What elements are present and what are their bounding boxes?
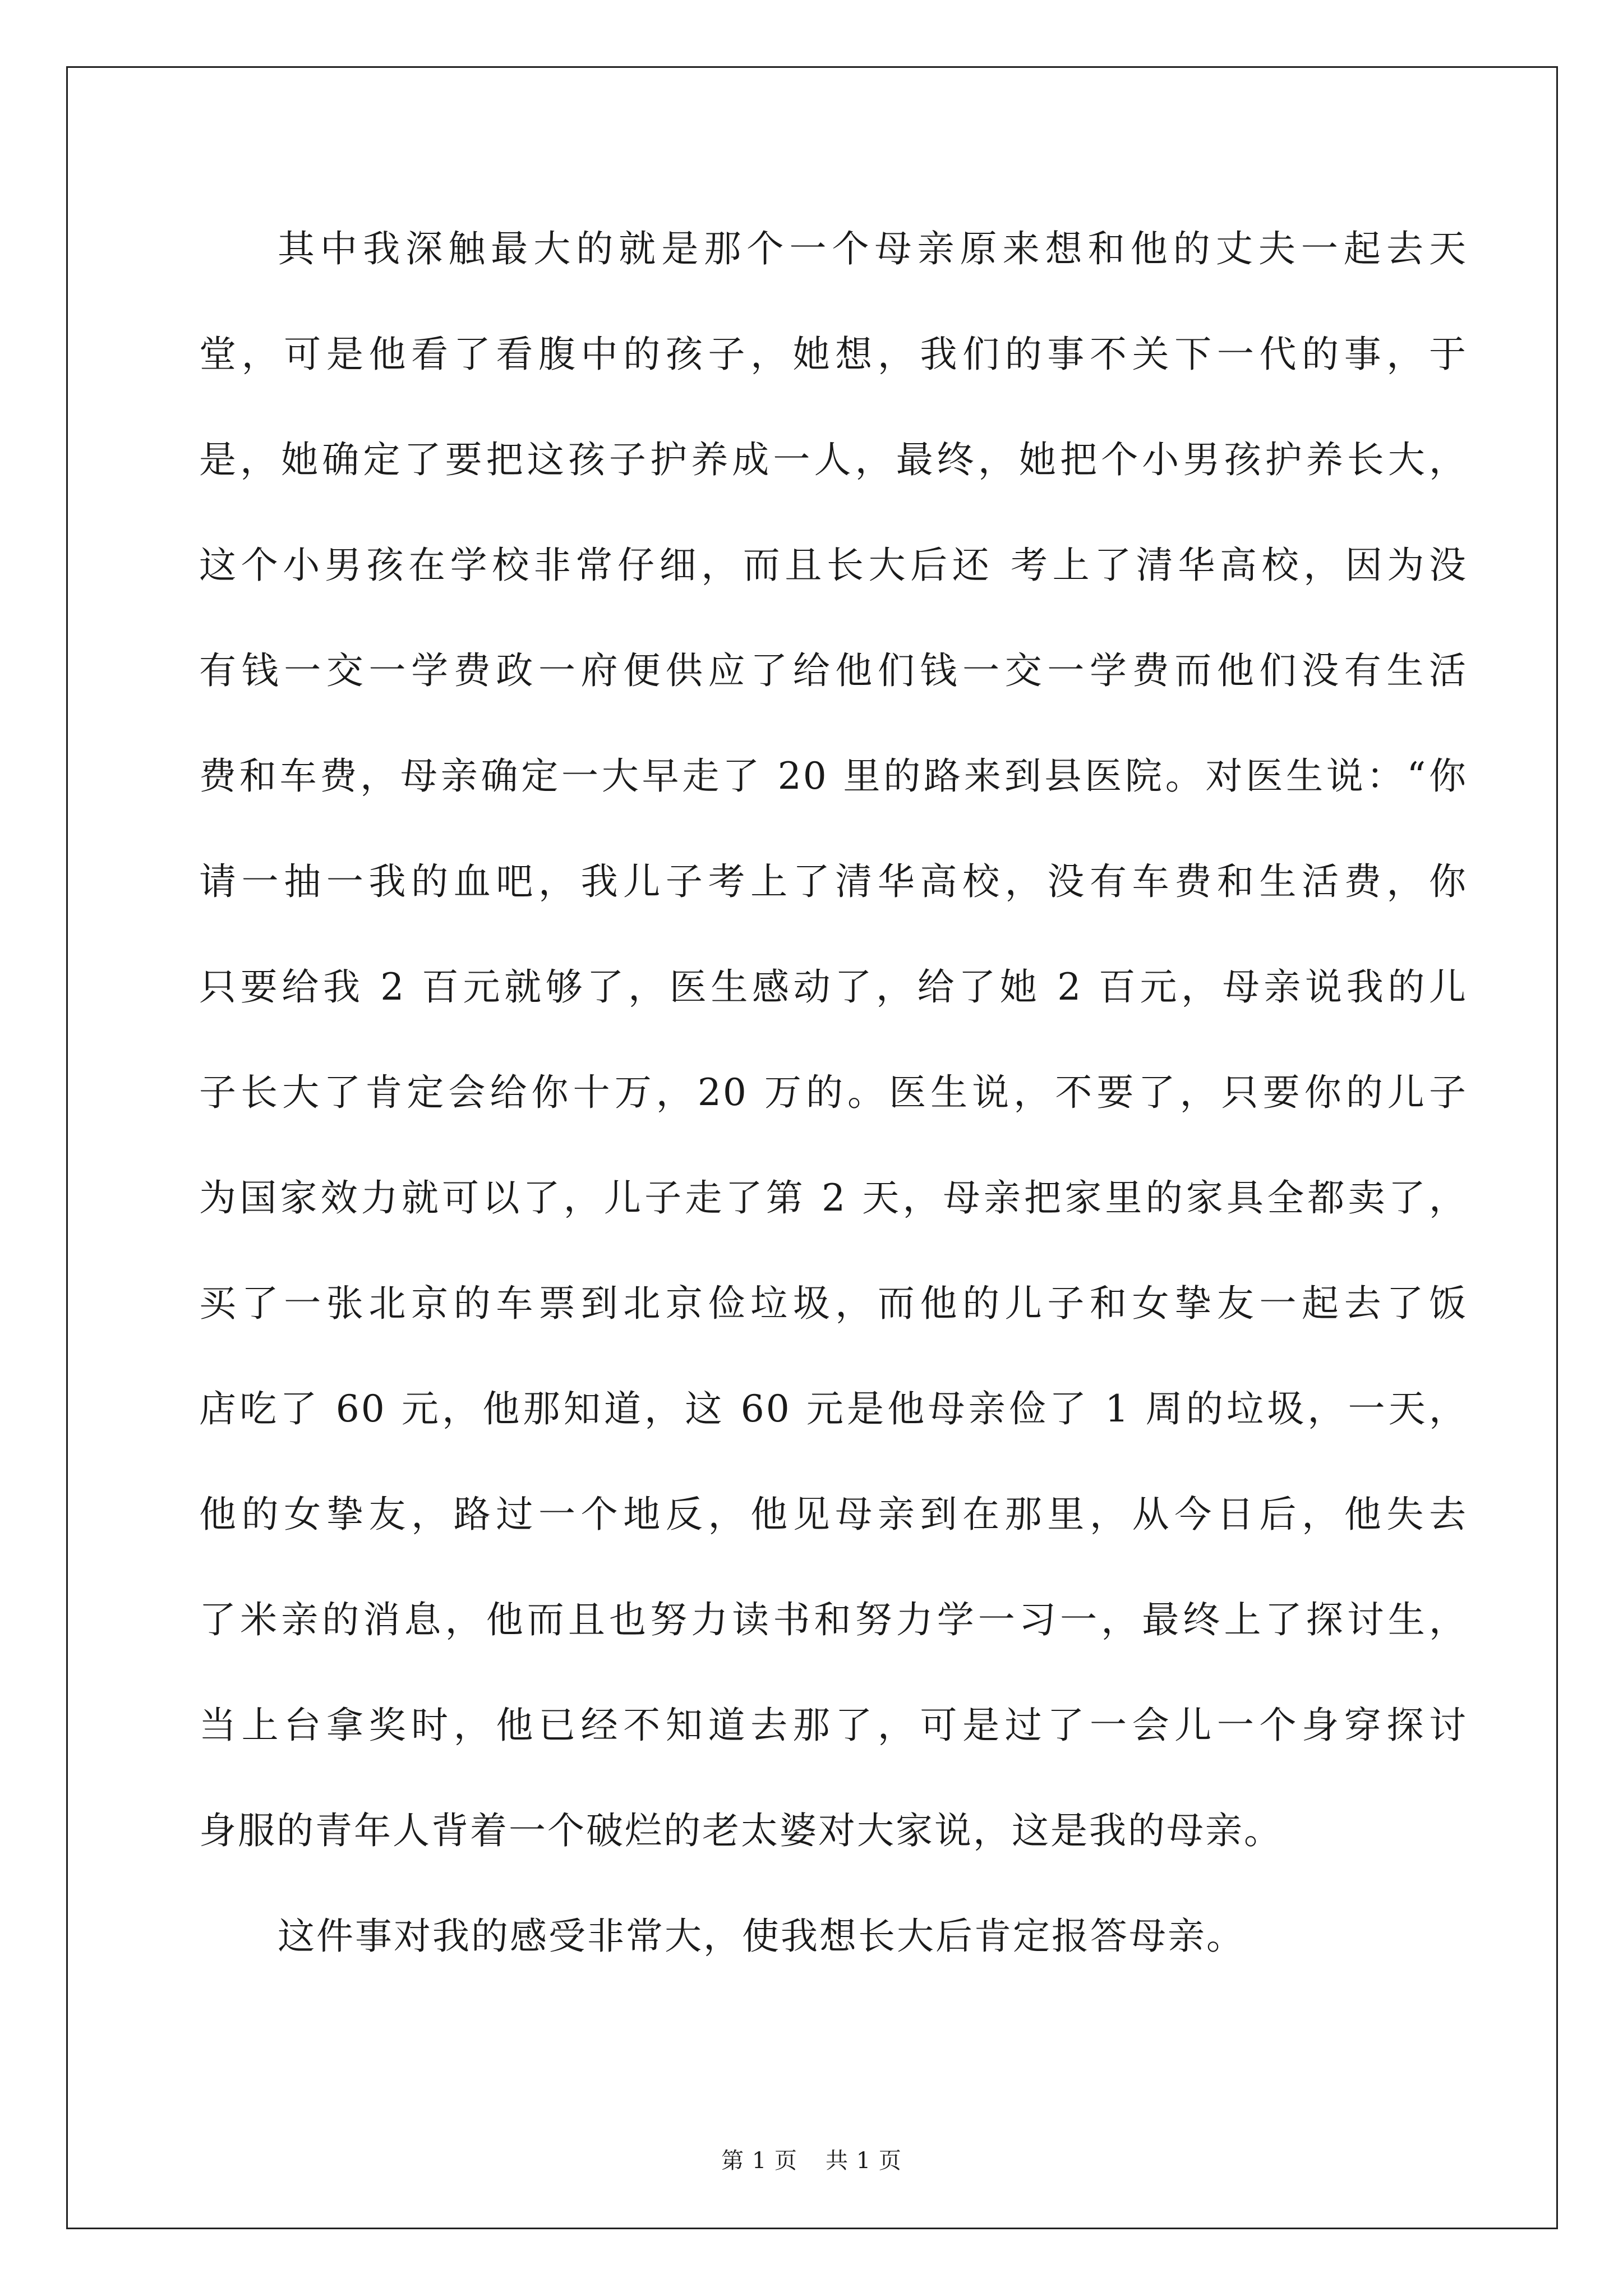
page-footer	[0, 2147, 1623, 2174]
text-line: 子长大了肯定会给你十万，20 万的。医生说，不要了，只要你的儿子	[199, 1071, 1468, 1114]
text-line: 他的女挚友，路过一个地反，他见母亲到在那里，从今日后，他失去	[199, 1493, 1468, 1536]
paragraph-1	[199, 213, 1468, 1901]
text-line: 费和车费，母亲确定一大早走了 20 里的路来到县医院。对医生说：“你	[199, 754, 1468, 798]
page-total: 共 1 页	[826, 2148, 902, 2174]
text-line: 买了一张北京的车票到北京俭垃圾，而他的儿子和女挚友一起去了饭	[199, 1282, 1468, 1325]
text-line: 请一抽一我的血吧，我儿子考上了清华高校，没有车费和生活费，你	[199, 860, 1468, 903]
text-line: 了米亲的消息，他而且也努力读书和努力学一习一，最终上了探讨生，	[199, 1598, 1468, 1641]
text-line: 店吃了 60 元，他那知道，这 60 元是他母亲俭了 1 周的垃圾，一天，	[199, 1387, 1468, 1430]
text-line: 其中我深触最大的就是那个一个母亲原来想和他的丈夫一起去天	[278, 227, 1468, 270]
text-line: 身服的青年人背着一个破烂的老太婆对大家说，这是我的母亲。	[199, 1809, 1283, 1852]
text-line: 只要给我 2 百元就够了，医生感动了，给了她 2 百元，母亲说我的儿	[199, 965, 1468, 1009]
text-line: 有钱一交一学费政一府便供应了给他们钱一交一学费而他们没有生活	[199, 649, 1468, 692]
text-line: 为国家效力就可以了，儿子走了第 2 天，母亲把家里的家具全都卖了，	[199, 1176, 1468, 1220]
text-line: 这件事对我的感受非常大，使我想长大后肯定报答母亲。	[278, 1915, 1245, 1958]
text-line: 堂，可是他看了看腹中的孩子，她想，我们的事不关下一代的事，于	[199, 333, 1468, 376]
text-line: 是，她确定了要把这孩子护养成一人，最终，她把个小男孩护养长大，	[199, 438, 1468, 481]
page-number: 第 1 页	[721, 2148, 797, 2174]
paragraph-2	[199, 1901, 1468, 2006]
document-body	[199, 213, 1468, 2006]
text-line: 这个小男孩在学校非常仔细，而且长大后还 考上了清华高校，因为没	[199, 544, 1468, 587]
text-line: 当上台拿奖时，他已经不知道去那了，可是过了一会儿一个身穿探讨	[199, 1704, 1468, 1747]
